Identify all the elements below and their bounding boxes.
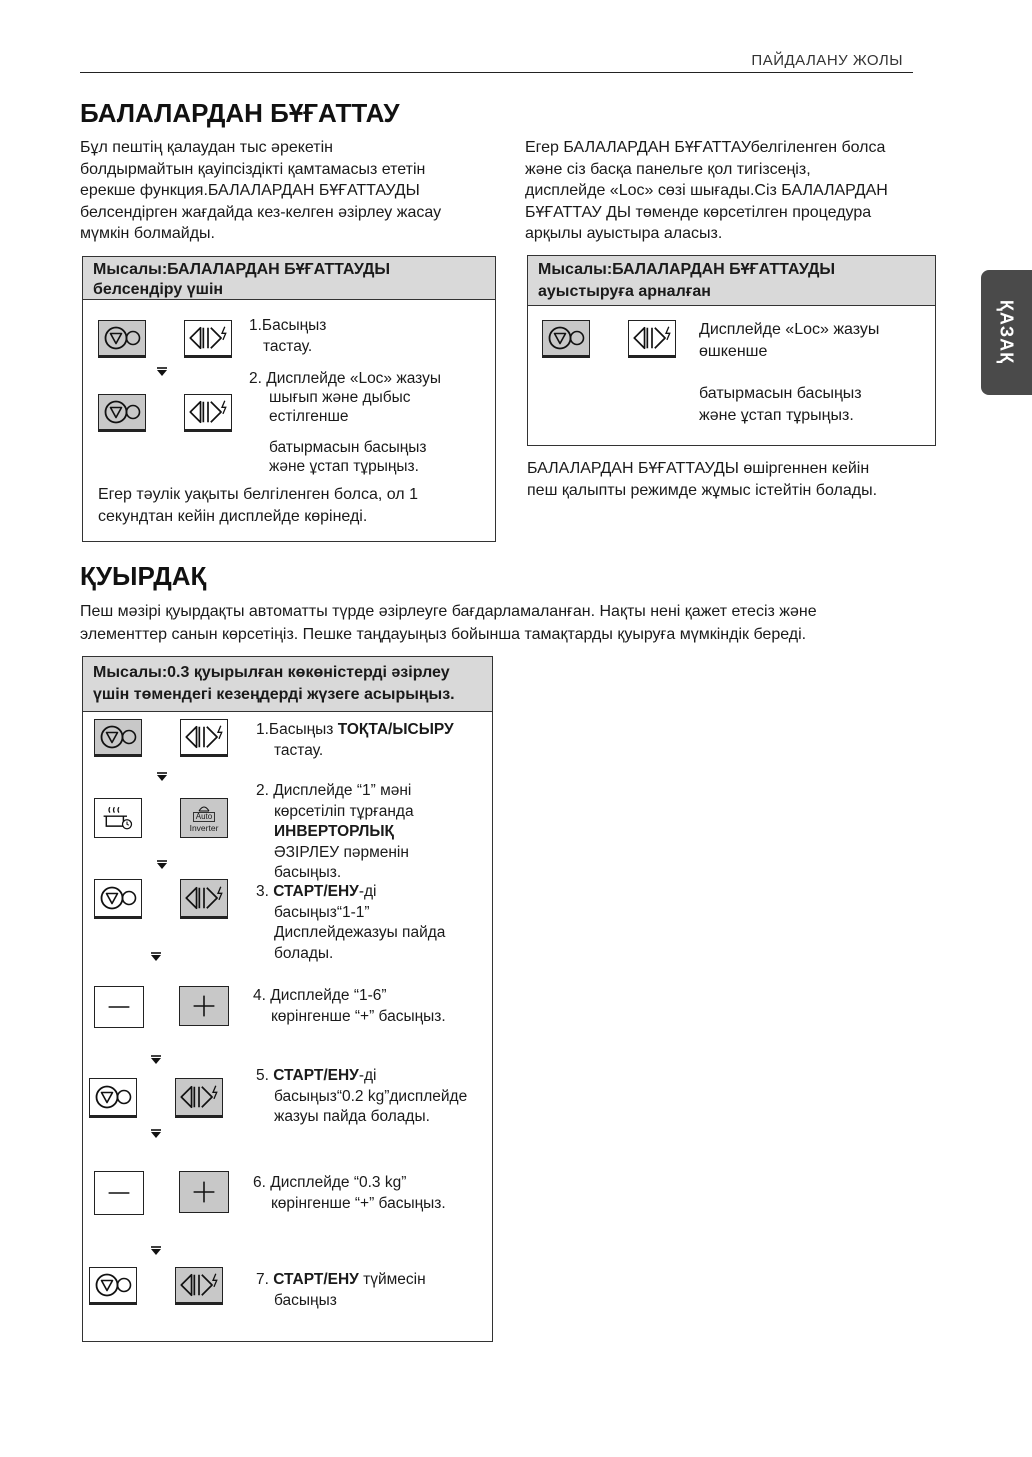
- language-tab-label: ҚАЗАҚ: [996, 299, 1017, 365]
- intro-line: арқылы ауыстыра аласыз.: [525, 225, 723, 242]
- step-text: 1.Басыңыз: [256, 721, 338, 738]
- minus-button[interactable]: [94, 986, 144, 1028]
- stop-clear-button[interactable]: [94, 719, 142, 757]
- header-line: Мысалы:БАЛАЛАРДАН БҰҒАТТАУДЫ: [538, 261, 836, 278]
- note-line: секундтан кейін дисплейде көрінеді.: [98, 508, 368, 525]
- step-line: Дисплейде «Loc» жазуы: [699, 321, 880, 338]
- inverter-label: Inverter: [189, 822, 219, 833]
- step-line: шығып және дыбыс: [269, 389, 411, 406]
- step-line: [256, 720, 454, 741]
- fry-step-6: [253, 1173, 446, 1214]
- step-text: -ді: [358, 1067, 377, 1084]
- intro-line: Егер БАЛАЛАРДАН БҰҒАТТАУбелгіленген болса: [525, 139, 886, 156]
- fry-step-3: [256, 882, 445, 964]
- child-lock-after: [527, 458, 877, 501]
- step-text: 3.: [256, 883, 274, 900]
- minus-button[interactable]: [94, 1171, 144, 1215]
- fry-step-7: [256, 1270, 426, 1311]
- step-line: [256, 1066, 467, 1087]
- step-line: болады.: [274, 944, 334, 962]
- header-line: белсендіру үшін: [93, 281, 224, 298]
- step-keyword: СТАРТ/ЕНУ: [273, 883, 359, 900]
- stop-clear-button[interactable]: [98, 320, 146, 358]
- intro-line: белсендірген жағдайда кез-келген әзірлеу жасау: [80, 203, 442, 221]
- intro-line: Пеш мәзірі қуырдақты автоматты түрде әзірлеуге бағдарламаланған. Нақты нені қажет етесіз және: [80, 603, 817, 620]
- after-line: пеш қалыпты режимде жұмыс істейтін болады.: [527, 481, 878, 499]
- step-line: басыңыз.: [274, 864, 342, 881]
- step-text: 5.: [256, 1067, 274, 1084]
- language-tab: [981, 270, 1032, 395]
- intro-line: және сіз басқа панельге қол тигізсеңіз,: [525, 160, 811, 178]
- start-enter-button[interactable]: [180, 719, 228, 757]
- stop-clear-button[interactable]: [542, 320, 590, 358]
- fry-step-2: [256, 781, 414, 884]
- step-line: және ұстап тұрыңыз.: [269, 458, 419, 475]
- step-line: көрсетіліп тұрғанда: [274, 802, 414, 820]
- stop-clear-button[interactable]: [89, 1078, 137, 1118]
- step-line: 2. Дисплейде «Loc» жазуы: [249, 370, 442, 387]
- step-line: ИНВЕРТОРЛЫҚ: [274, 823, 395, 840]
- start-enter-button[interactable]: [628, 320, 676, 358]
- header-line: Мысалы:0.3 қуырылған көкөністерді әзірлеу: [93, 664, 450, 681]
- steam-cook-button[interactable]: [94, 798, 142, 838]
- set-step-2-hold: [269, 438, 427, 476]
- child-lock-cancel-box: [527, 255, 936, 446]
- cancel-box-header: [528, 256, 935, 306]
- step-line: батырмасын басыңыз: [699, 385, 862, 402]
- plus-button[interactable]: [179, 1171, 229, 1213]
- stop-clear-button[interactable]: [98, 394, 146, 432]
- intro-line: дисплейде «Loc» сөзі шығады.Сіз БАЛАЛАРДАН: [525, 182, 888, 199]
- down-arrow-icon: [150, 1129, 162, 1139]
- child-lock-intro: [80, 137, 441, 245]
- child-lock-set-box: [82, 256, 496, 542]
- plus-button[interactable]: [179, 986, 229, 1026]
- step-line: көрінгенше “+” басыңыз.: [271, 1007, 446, 1025]
- step-line: басыңыз“0.2 kg”дисплейде: [274, 1087, 468, 1105]
- intro-line: болдырмайтын қауіпсіздікті қамтамасыз ететін: [80, 160, 426, 178]
- fry-box-header: [83, 657, 492, 712]
- step-keyword: ТОҚТА/ЫСЫРУ: [337, 721, 454, 738]
- stop-clear-button[interactable]: [94, 879, 142, 919]
- step-line: 6. Дисплейде “0.3 kg”: [253, 1174, 407, 1191]
- down-arrow-icon: [150, 952, 162, 962]
- header-rule: [80, 72, 913, 73]
- step-line: ӘЗІРЛЕУ пәрменін: [274, 843, 409, 861]
- down-arrow-icon: [156, 860, 168, 870]
- auto-label: Auto: [193, 812, 215, 822]
- set-box-header: [83, 257, 495, 300]
- step-line: басыңыз: [274, 1291, 337, 1309]
- start-enter-button[interactable]: [184, 320, 232, 358]
- step-line: [256, 882, 445, 903]
- intro-line: ерекше функция.БАЛАЛАРДАН БҰҒАТТАУДЫ: [80, 182, 420, 199]
- fry-step-5: [256, 1066, 467, 1128]
- section-header: ПАЙДАЛАНУ ЖОЛЫ: [751, 52, 903, 69]
- set-step-2: [249, 369, 441, 426]
- fry-step-4: [253, 986, 446, 1027]
- after-line: БАЛАЛАРДАН БҰҒАТТАУДЫ өшіргеннен кейін: [527, 460, 870, 477]
- step-line: [256, 1270, 426, 1291]
- step-line: басыңыз“1-1”: [274, 903, 370, 921]
- step-line: тастау.: [263, 337, 313, 355]
- down-arrow-icon: [150, 1246, 162, 1256]
- child-lock-title: БАЛАЛАРДАН БҰҒАТТАУ: [80, 98, 400, 128]
- down-arrow-icon: [150, 1055, 162, 1065]
- cancel-step-2: [699, 383, 862, 426]
- stop-clear-button[interactable]: [89, 1267, 137, 1305]
- start-enter-button[interactable]: [175, 1267, 223, 1305]
- header-line: ауыстыруға арналған: [538, 283, 711, 300]
- step-line: жазуы пайда болады.: [274, 1108, 430, 1125]
- fry-example-box: [82, 656, 493, 1342]
- auto-cook-icon: [197, 804, 211, 812]
- step-line: көрінгенше “+” басыңыз.: [271, 1194, 446, 1212]
- cancel-step-1: [699, 319, 879, 362]
- step-line: Дисплейдежазуы пайда: [274, 924, 446, 941]
- header-line: Мысалы:БАЛАЛАРДАН БҰҒАТТАУДЫ: [93, 261, 391, 278]
- step-line: тастау.: [274, 741, 324, 759]
- step-line: батырмасын басыңыз: [269, 439, 427, 456]
- down-arrow-icon: [156, 367, 168, 377]
- fry-title: ҚУЫРДАҚ: [80, 561, 207, 591]
- step-line: 1.Басыңыз: [249, 317, 327, 334]
- fry-intro: [80, 600, 817, 646]
- intro-line: элементтер санын көрсетіңіз. Пешке таңдауыңыз бойынша тамақтарды қуыруға мүмкіндік береді.: [80, 626, 807, 643]
- intro-line: Бұл пештің қалаудан тыс әрекетін: [80, 139, 334, 156]
- header-line: үшін төмендегі кезеңдерді жүзеге асырыңыз.: [93, 686, 455, 703]
- step-line: 2. Дисплейде “1” мәні: [256, 782, 412, 799]
- step-text: 7.: [256, 1271, 274, 1288]
- set-step-1: [249, 316, 326, 357]
- down-arrow-icon: [156, 772, 168, 782]
- set-note: [98, 484, 418, 528]
- step-keyword: СТАРТ/ЕНУ: [273, 1067, 359, 1084]
- start-enter-button[interactable]: [184, 394, 232, 432]
- step-line: және ұстап тұрыңыз.: [699, 406, 854, 424]
- child-lock-right-intro: [525, 137, 888, 245]
- step-line: өшкенше: [699, 342, 768, 360]
- step-line: естілгенше: [269, 408, 349, 425]
- start-enter-button[interactable]: [180, 879, 228, 919]
- step-line: 4. Дисплейде “1-6”: [253, 987, 387, 1004]
- auto-inverter-button[interactable]: [180, 798, 228, 838]
- note-line: Егер тәулік уақыты белгіленген болса, ол 1: [98, 486, 418, 503]
- intro-line: БҰҒАТТАУ ДЫ төменде көрсетілген процедура: [525, 203, 872, 221]
- intro-line: мүмкін болмайды.: [80, 225, 215, 242]
- start-enter-button[interactable]: [175, 1078, 223, 1118]
- fry-step-1: [256, 720, 454, 761]
- step-text: -ді: [358, 883, 377, 900]
- step-text: түймесін: [358, 1271, 426, 1288]
- step-keyword: СТАРТ/ЕНУ: [273, 1271, 359, 1288]
